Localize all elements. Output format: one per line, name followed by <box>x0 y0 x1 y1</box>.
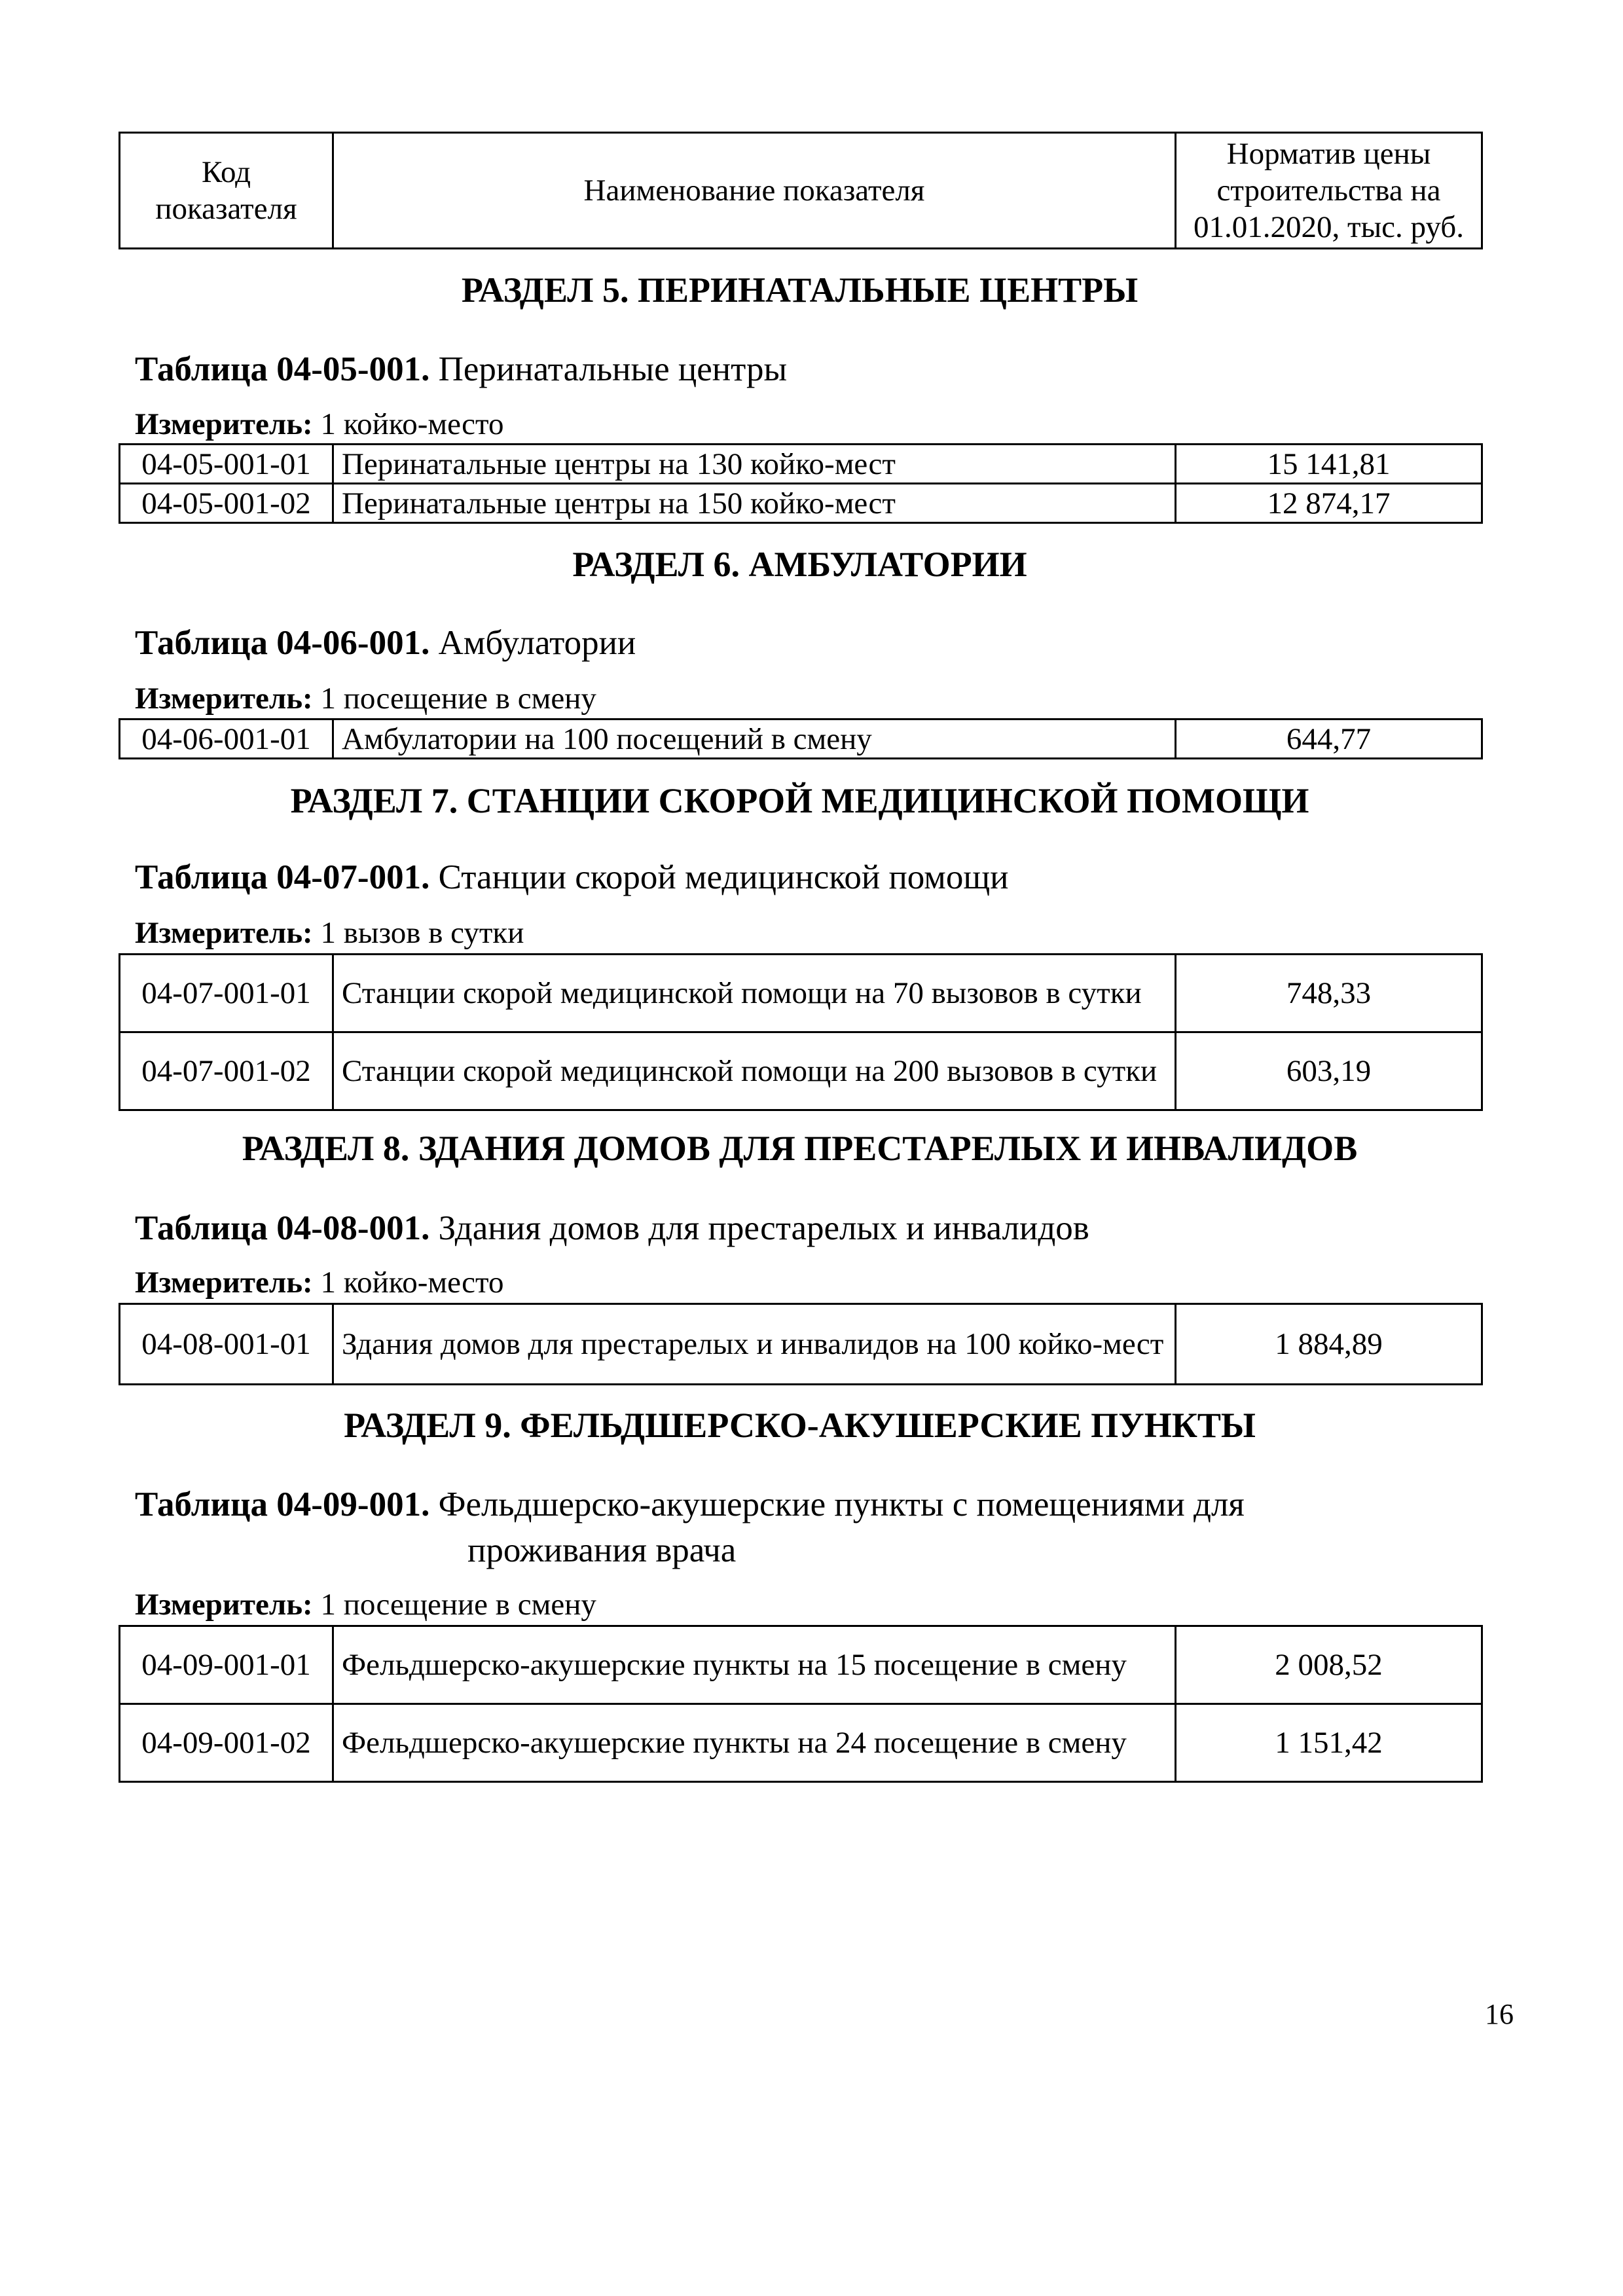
table-name: Станции скорой медицинской помощи <box>438 858 1009 896</box>
meter-label: Измеритель: <box>135 916 313 950</box>
meter-label: Измеритель: <box>135 682 313 716</box>
section-8-table <box>119 1303 1483 1385</box>
row-code: 04-05-001-01 <box>120 445 333 484</box>
table-row <box>120 1704 1482 1782</box>
table-name-line1: Фельдшерско-акушерские пункты с помещениями для <box>438 1485 1245 1523</box>
section-5-meter <box>135 407 503 442</box>
table-row <box>120 1626 1482 1704</box>
table-row <box>120 720 1482 759</box>
table-name: Перинатальные центры <box>438 350 788 388</box>
row-code: 04-09-001-02 <box>120 1704 333 1782</box>
section-9-meter <box>135 1587 596 1622</box>
row-name: Перинатальные центры на 150 койко-мест <box>333 484 1176 523</box>
table-label: Таблица 04-08-001. <box>135 1209 430 1247</box>
row-code: 04-07-001-02 <box>120 1032 333 1110</box>
section-6-table-title <box>135 621 636 665</box>
table-label: Таблица 04-05-001. <box>135 350 430 388</box>
section-9-table <box>119 1625 1483 1783</box>
section-6-meter <box>135 681 596 716</box>
row-name: Фельдшерско-акушерские пункты на 15 посещение в смену <box>333 1626 1176 1704</box>
table-row <box>120 445 1482 484</box>
row-value: 644,77 <box>1176 720 1482 759</box>
meter-value: 1 посещение в смену <box>320 1588 596 1622</box>
header-code-cell: Код показателя <box>120 133 333 249</box>
table-row <box>120 1032 1482 1110</box>
row-name: Амбулатории на 100 посещений в смену <box>333 720 1176 759</box>
row-name: Станции скорой медицинской помощи на 200 вызовов в сутки <box>333 1032 1176 1110</box>
table-row <box>120 484 1482 523</box>
meter-label: Измеритель: <box>135 1266 313 1300</box>
row-value: 1 151,42 <box>1176 1704 1482 1782</box>
section-6-table <box>119 718 1483 759</box>
meter-value: 1 койко-место <box>320 1266 504 1300</box>
table-name-line2: проживания врача <box>467 1531 737 1569</box>
section-9-title: РАЗДЕЛ 9. ФЕЛЬДШЕРСКО-АКУШЕРСКИЕ ПУНКТЫ <box>344 1406 1256 1445</box>
row-code: 04-09-001-01 <box>120 1626 333 1704</box>
table-row <box>120 955 1482 1032</box>
section-5-table <box>119 443 1483 524</box>
row-value: 12 874,17 <box>1176 484 1482 523</box>
row-value: 15 141,81 <box>1176 445 1482 484</box>
table-row <box>120 1304 1482 1385</box>
section-5-title: РАЗДЕЛ 5. ПЕРИНАТАЛЬНЫЕ ЦЕНТРЫ <box>461 270 1139 310</box>
row-name: Станции скорой медицинской помощи на 70 вызовов в сутки <box>333 955 1176 1032</box>
row-name: Перинатальные центры на 130 койко-мест <box>333 445 1176 484</box>
row-code: 04-06-001-01 <box>120 720 333 759</box>
row-name: Здания домов для престарелых и инвалидов на 100 койко-мест <box>333 1304 1176 1385</box>
page-number: 16 <box>1485 1998 1514 2030</box>
meter-label: Измеритель: <box>135 1588 313 1622</box>
meter-value: 1 посещение в смену <box>320 682 596 716</box>
section-8-title: РАЗДЕЛ 8. ЗДАНИЯ ДОМОВ ДЛЯ ПРЕСТАРЕЛЫХ И ИНВАЛИДОВ <box>242 1129 1358 1168</box>
section-6-title: РАЗДЕЛ 6. АМБУЛАТОРИИ <box>572 545 1027 584</box>
table-label: Таблица 04-09-001. <box>135 1485 430 1523</box>
table-name: Амбулатории <box>438 624 636 662</box>
table-label: Таблица 04-06-001. <box>135 624 430 662</box>
row-value: 603,19 <box>1176 1032 1482 1110</box>
meter-value: 1 вызов в сутки <box>320 916 524 950</box>
table-label: Таблица 04-07-001. <box>135 858 430 896</box>
header-price-cell: Норматив цены строительства на 01.01.2020, тыс. руб. <box>1176 133 1482 249</box>
meter-value: 1 койко-место <box>320 407 504 441</box>
section-8-meter <box>135 1265 503 1300</box>
section-5-table-title <box>135 347 787 392</box>
section-7-table <box>119 953 1483 1111</box>
section-7-meter <box>135 915 524 951</box>
section-9-table-title <box>135 1482 1245 1527</box>
row-code: 04-07-001-01 <box>120 955 333 1032</box>
section-7-title: РАЗДЕЛ 7. СТАНЦИИ СКОРОЙ МЕДИЦИНСКОЙ ПОМОЩИ <box>290 781 1309 820</box>
row-code: 04-05-001-02 <box>120 484 333 523</box>
section-7-table-title <box>135 855 1009 900</box>
row-value: 748,33 <box>1176 955 1482 1032</box>
row-value: 1 884,89 <box>1176 1304 1482 1385</box>
row-value: 2 008,52 <box>1176 1626 1482 1704</box>
section-8-table-title <box>135 1206 1089 1250</box>
header-name-cell: Наименование показателя <box>333 133 1176 249</box>
table-name: Здания домов для престарелых и инвалидов <box>438 1209 1089 1247</box>
row-name: Фельдшерско-акушерские пункты на 24 посещение в смену <box>333 1704 1176 1782</box>
header-table <box>119 132 1483 249</box>
row-code: 04-08-001-01 <box>120 1304 333 1385</box>
meter-label: Измеритель: <box>135 407 313 441</box>
